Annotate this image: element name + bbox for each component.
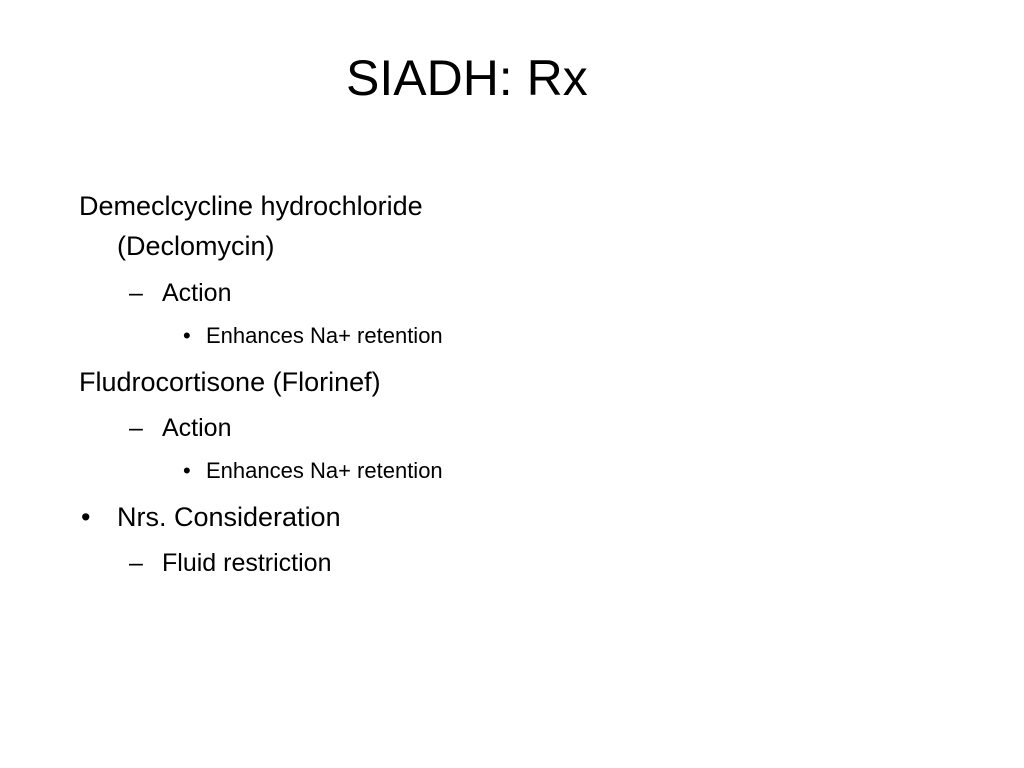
sub-sub-item-enhances-2: Enhances Na+ retention — [206, 458, 443, 483]
sub-item-fluid-restriction: Fluid restriction — [162, 549, 332, 577]
bullet-marker: • — [81, 502, 91, 532]
dash-marker: – — [129, 414, 143, 442]
drug-name-fludrocortisone: Fludrocortisone (Florinef) — [79, 367, 381, 397]
drug-name-demeclocycline-line2: (Declomycin) — [117, 231, 275, 261]
sub-item-action-1: Action — [162, 279, 232, 307]
dash-marker: – — [129, 279, 143, 307]
bullet-marker: • — [183, 323, 191, 348]
slide-title: SIADH: Rx — [346, 50, 588, 106]
dash-marker: – — [129, 549, 143, 577]
bullet-marker: • — [183, 458, 191, 483]
sub-sub-item-enhances-1: Enhances Na+ retention — [206, 323, 443, 348]
sub-item-action-2: Action — [162, 414, 232, 442]
drug-name-demeclocycline-line1: Demeclcycline hydrochloride — [79, 191, 423, 221]
nursing-consideration-heading: Nrs. Consideration — [117, 502, 341, 532]
